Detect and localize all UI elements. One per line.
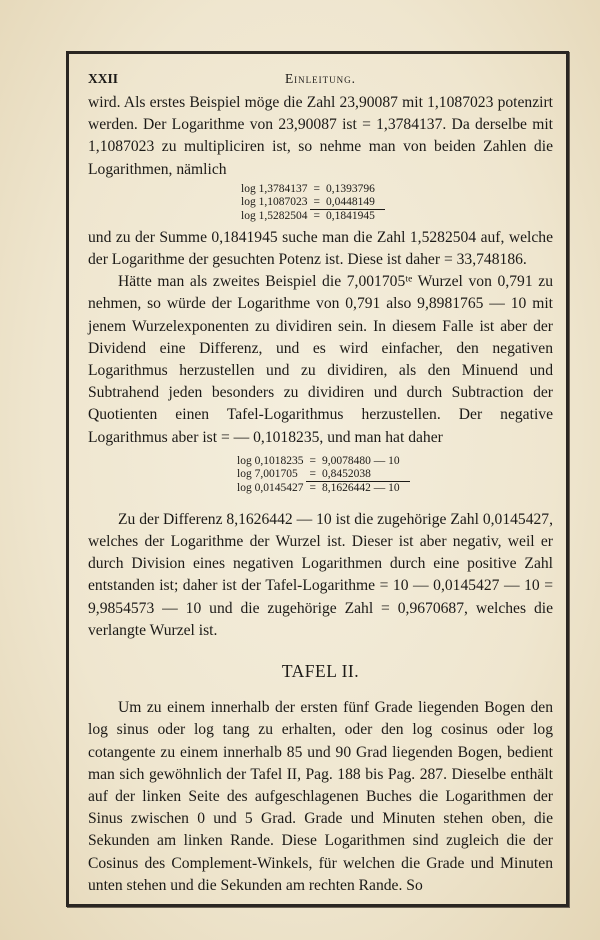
paragraph-2: und zu der Summe 0,1841945 suche man die Zahl 1,5282504 auf, welche der Logarithme der gesuchten Potenz ist. Diese ist daher = 33,748186. (88, 228, 553, 269)
calc-term: log 7,001705 (237, 468, 298, 481)
calculation-2-table (234, 455, 410, 495)
calc-equals: = (309, 454, 316, 467)
calc-term: log 0,0145427 (237, 481, 304, 494)
calc-term: log 0,1018235 (237, 454, 304, 467)
calc-equals: = (310, 209, 323, 223)
calc-result: 0,1841945 (323, 209, 385, 223)
paragraph-3: Hätte man als zweites Beispiel die 7,001705ᵗᵉ Wurzel von 0,791 zu nehmen, so würde der Logarithme von 0,791 also 9,8981765 — 10 mit jenem Wurzelexponenten zu dividiren sein. In diesem Falle ist aber der Dividend eine Differenz, und es wird einfacher, den negativen Logarithmus herzustellen und zu dividiren, als den Minuend und Subtrahend jeden besonders zu dividiren und durch Subtraction der Quotienten einen Tafel-Logarithmus herzustellen. Der negative Logarithmus aber ist = — 0,1018235, und man hat daher (88, 273, 553, 446)
calc-term: log 1,1087023 (241, 196, 308, 209)
calc-row (234, 468, 410, 482)
page-number: XXII (88, 71, 119, 86)
calculation-1-table (238, 183, 385, 223)
paragraph-4: Zu der Differenz 8,1626442 — 10 ist die zugehörige Zahl 0,0145427, welches der Logarithme der Wurzel ist. Dieser ist aber negativ, weil er durch Division eines negativen Logarithmen durch eine positive Zahl entstanden ist; daher ist der Tafel-Logarithme = 10 — 0,0145427 — 10 = 9,9854573 — 10 und die zugehörige Zahl = 0,9670687, welches die verlangte Wurzel ist. (88, 510, 553, 639)
paragraph-1: wird. Als erstes Beispiel möge die Zahl 23,90087 mit 1,1087023 potenzirt werden. Der Logarithme von 23,90087 ist = 1,3784137. Da derselbe mit 1,1087023 zu multipliciren ist, so nehme man von beiden Zahlen die Logarithmen, nämlich (88, 94, 553, 178)
paragraph-5: Um zu einem innerhalb der ersten fünf Grade liegenden Bogen den log sinus oder log tang zu erhalten, oder den log cosinus oder log cotangente zu einem innerhalb 85 und 90 Grad liegenden Bogen, bedient man sich gewöhnlich der Tafel II, Pag. 188 bis Pag. 287. Dieselbe enthält auf der linken Seite des aufgeschlagenen Buches die Logarithmen der Sinus zwischen 0 und 5 Grad. Grade und Minuten stehen oben, die Sekunden am linken Rande. Diese Logarithmen sind zugleich die der Cosinus des Complement-Winkels, für welchen die Grade und Minuten unten stehen und die Sekunden am rechten Rande. So (88, 699, 553, 894)
calc-result: 8,1626442 — 10 (319, 481, 410, 495)
calc-term: log 1,5282504 (241, 209, 308, 222)
calc-result: 0,1393796 (325, 182, 375, 195)
calc-row (238, 183, 385, 196)
running-title: Einleitung. (284, 71, 357, 86)
calc-equals: = (306, 481, 319, 495)
calculation-1 (238, 183, 553, 223)
calc-sum-row (234, 481, 410, 495)
calc-result: 0,8452038 (321, 467, 371, 480)
calc-row (234, 455, 410, 468)
calc-equals: = (313, 182, 320, 195)
section-heading: TAFEL II. (281, 661, 360, 682)
calc-result: 0,0448149 (325, 195, 375, 208)
calc-term: log 1,3784137 (241, 182, 308, 195)
calc-equals: = (309, 467, 316, 480)
calc-sum-row (238, 209, 385, 223)
calc-result: 9,0078480 — 10 (321, 454, 400, 467)
page-content (88, 64, 553, 897)
calc-equals: = (313, 195, 320, 208)
calc-row (238, 196, 385, 210)
calculation-2 (234, 455, 553, 495)
running-header (88, 64, 553, 92)
